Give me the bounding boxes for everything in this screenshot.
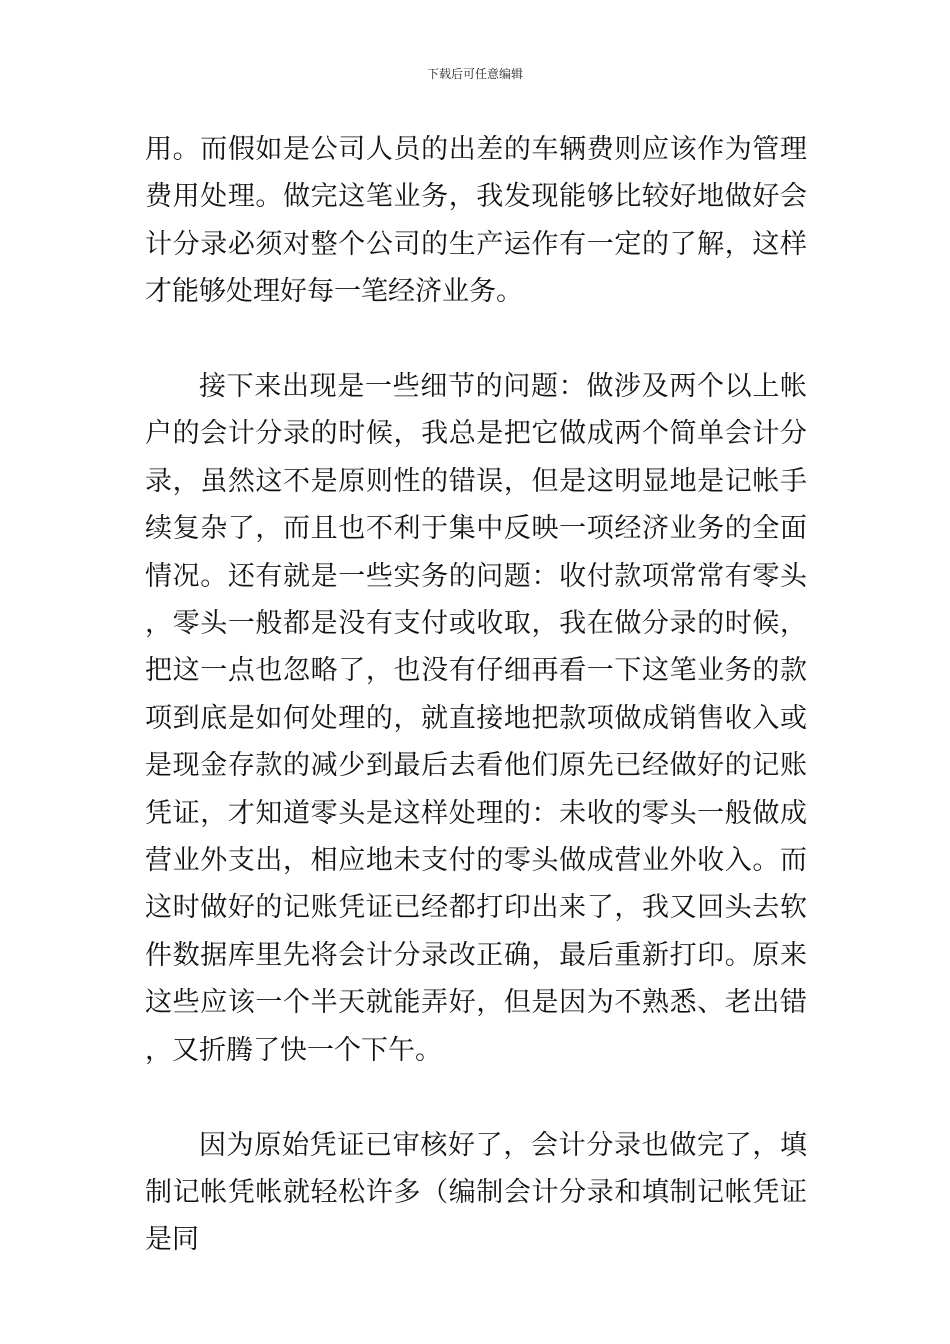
paragraph-gap [145, 1074, 807, 1121]
paragraph-details: 接下来出现是一些细节的问题：做涉及两个以上帐户的会计分录的时候，我总是把它做成两个简单会计分录，虽然这不是原则性的错误，但是这明显地是记帐手续复杂了，而且也不利于集中反映一项经济业务的全面情况。还有就是一些实务的问题：收付款项常常有零头，零头一般都是没有支付或收取，我在做分录的时候，把这一点也忽略了，也没有仔细再看一下这笔业务的款项到底是如何处理的，就直接地把款项做成销售收入或是现金存款的减少到最后去看他们原先已经做好的记账凭证，才知道零头是这样处理的：未收的零头一般做成营业外支出，相应地未支付的零头做成营业外收入。而这时做好的记账凭证已经都打印出来了，我又回头去软件数据库里先将会计分录改正确，最后重新打印。原来这些应该一个半天就能弄好，但是因为不熟悉、老出错，又折腾了快一个下午。 [145, 371, 807, 1066]
paragraph-gap [145, 316, 807, 363]
document-body [145, 126, 807, 1264]
paragraph-continued: 用。而假如是公司人员的出差的车辆费则应该作为管理费用处理。做完这笔业务，我发现能够比较好地做好会计分录必须对整个公司的生产运作有一定的了解，这样才能够处理好每一笔经济业务。 [145, 134, 807, 308]
paragraph-voucher: 因为原始凭证已审核好了，会计分录也做完了，填制记帐凭帐就轻松许多（编制会计分录和填制记帐凭证是同 [145, 1129, 807, 1256]
page-header: 下载后可任意编辑 [426, 67, 523, 81]
